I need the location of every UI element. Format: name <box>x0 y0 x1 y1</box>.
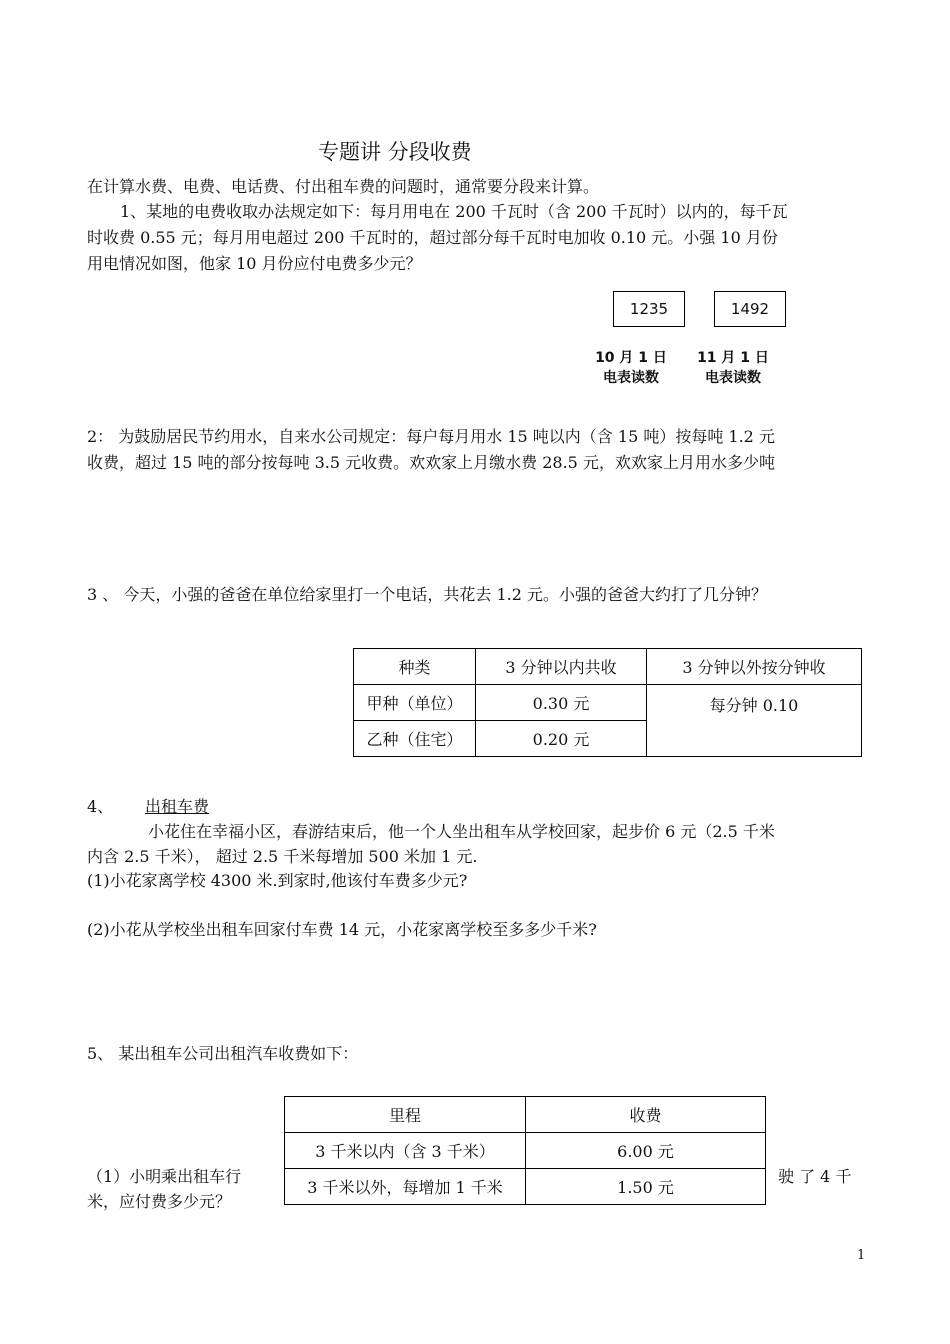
intro-text: 在计算水费、电费、电话费、付出租车费的问题时，通常要分段来计算。 <box>87 177 600 196</box>
phone-fee-table <box>353 648 862 757</box>
taxi-table-distance-2: 3 千米以外，每增加 1 千米 <box>285 1169 526 1205</box>
taxi-table-fee-1: 6.00 元 <box>526 1133 766 1169</box>
q4-line-2: 内含 2.5 千米）， 超过 2.5 千米每增加 500 米加 1 元. <box>87 847 478 866</box>
meter-label-oct: 电表读数 <box>603 370 659 386</box>
meter-label-nov: 电表读数 <box>705 370 761 386</box>
q1-line-2: 时收费 0.55 元；每月用电超过 200 千瓦时的，超过部分每千瓦时电加收 0.10 元。小强 10 月份 <box>87 228 778 247</box>
phone-table-header-within: 3 分钟以内共收 <box>476 649 647 685</box>
phone-table-within-b: 0.20 元 <box>476 721 647 757</box>
taxi-table-fee-2: 1.50 元 <box>526 1169 766 1205</box>
q1-line-1: 1、某地的电费收取办法规定如下：每月用电在 200 千瓦时（含 200 千瓦时）以内的，每千瓦 <box>120 202 788 221</box>
phone-table-type-b: 乙种（住宅） <box>354 721 476 757</box>
q4-sub-1: (1)小花家离学校 4300 米.到家时,他该付车费多少元? <box>87 871 468 890</box>
taxi-table-header-fee: 收费 <box>526 1097 766 1133</box>
phone-table-header-type: 种类 <box>354 649 476 685</box>
q3-text: 3 、 今天，小强的爸爸在单位给家里打一个电话，共花去 1.2 元。小强的爸爸大约打了几分钟？ <box>87 585 767 604</box>
meter-caption-oct <box>595 348 667 388</box>
q2-line-2: 收费，超过 15 吨的部分按每吨 3.5 元收费。欢欢家上月缴水费 28.5 元，欢欢家上月用水多少吨 <box>87 453 775 472</box>
q5-sub-1-cont: 米，应付费多少元？ <box>87 1192 232 1211</box>
phone-table-within-a: 0.30 元 <box>476 685 647 721</box>
meter-reading-nov: 1492 <box>714 291 786 327</box>
q2-line-1: 2： 为鼓励居民节约用水，自来水公司规定：每户每月用水 15 吨以内（含 15 吨）按每吨 1.2 元 <box>87 427 775 446</box>
q4-line-1: 小花住在幸福小区，春游结束后，他一个人坐出租车从学校回家，起步价 6 元（2.5 千米 <box>148 822 775 841</box>
taxi-table-header-distance: 里程 <box>285 1097 526 1133</box>
q4-number: 4、 <box>87 797 114 816</box>
phone-table-header-beyond: 3 分钟以外按分钟收 <box>647 649 862 685</box>
q4-heading: 出租车费 <box>145 797 210 816</box>
q1-line-3: 用电情况如图，他家 10 月份应付电费多少元？ <box>87 254 422 273</box>
page-title: 专题讲 分段收费 <box>318 140 472 164</box>
q5-sub-1-left: （1）小明乘出租车行 <box>87 1167 242 1186</box>
meter-reading-oct: 1235 <box>613 291 685 327</box>
meter-date-nov: 11 月 1 日 <box>697 350 769 366</box>
meter-caption-nov <box>697 348 769 388</box>
taxi-fee-table <box>284 1096 766 1205</box>
q5-text: 5、 某出租车公司出租汽车收费如下： <box>87 1044 359 1063</box>
phone-table-beyond-rate: 每分钟 0.10 <box>647 685 862 757</box>
taxi-table-distance-1: 3 千米以内（含 3 千米） <box>285 1133 526 1169</box>
meter-date-oct: 10 月 1 日 <box>595 350 667 366</box>
phone-table-type-a: 甲种（单位） <box>354 685 476 721</box>
q5-sub-1-right: 驶 了 4 千 <box>778 1167 852 1186</box>
q4-sub-2: (2)小花从学校坐出租车回家付车费 14 元，小花家离学校至多多少千米? <box>87 920 597 939</box>
page-number: 1 <box>857 1248 866 1263</box>
